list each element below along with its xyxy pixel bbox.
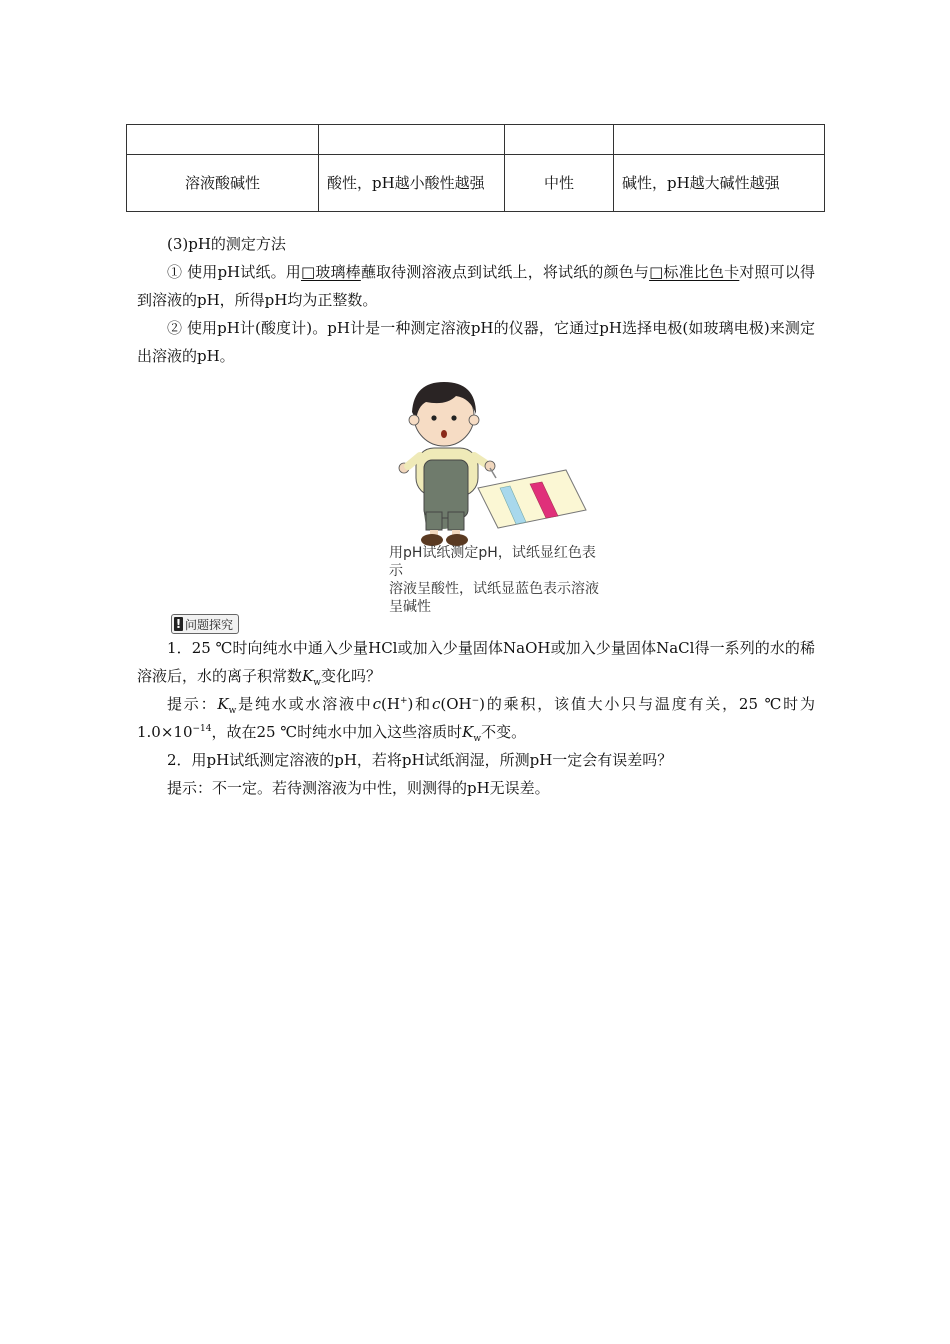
- answer-1-text: ，故在25 ℃时纯水中加入这些溶质时: [211, 723, 463, 741]
- charge-superscript: −: [471, 696, 480, 706]
- exclamation-icon: !: [175, 617, 182, 631]
- concentration-symbol: c: [431, 695, 441, 713]
- question-1-text: 1．25 ℃时向纯水中通入少量HCl或加入少量固体NaOH或加入少量固体NaCl得一系列的水的稀溶液后，水的离子积常数: [137, 639, 815, 685]
- table-cell-acidic: 酸性，pH越小酸性越强: [319, 155, 505, 212]
- table-row: [127, 155, 825, 212]
- table-cell-neutral: 中性: [505, 155, 614, 212]
- exponent-superscript: −14: [192, 724, 212, 734]
- answer-1: [137, 690, 815, 746]
- question-1: [137, 634, 815, 690]
- answer-1-text: )和: [407, 695, 432, 713]
- answer-1-text: 是纯水或水溶液中: [236, 695, 373, 713]
- test-paper-sheet: [478, 470, 586, 528]
- table-cell: [319, 125, 505, 155]
- table-cell-acidity-label: 溶液酸碱性: [127, 155, 319, 212]
- method-1-paragraph: [137, 258, 815, 314]
- method-1-text: 蘸取待测溶液点到试纸上，将试纸的颜色与: [360, 263, 650, 281]
- kw-subscript: w: [228, 706, 237, 716]
- method-1-text: 对照可以得到溶液的pH，所得pH均为正整数。: [137, 263, 815, 309]
- kw-subscript: w: [473, 734, 482, 744]
- ph-table: [126, 124, 825, 212]
- blank-glass-rod: □玻璃棒: [300, 263, 361, 281]
- inquiry-tag: [171, 614, 239, 634]
- figure-caption: [389, 544, 609, 616]
- answer-1-text: )的乘积，该值大小只与温度有关，25 ℃时为1.0×10: [137, 695, 815, 741]
- answer-1-text: (OH: [440, 695, 472, 713]
- answer-1-text: 不变。: [481, 723, 527, 741]
- answer-1-text: 提示：: [167, 695, 218, 713]
- method-2-paragraph: ② 使用pH计(酸度计)。pH计是一种测定溶液pH的仪器，它通过pH选择电极(如玻璃电极)来测定出溶液的pH。: [137, 319, 815, 365]
- answer-1-text: (H: [381, 695, 400, 713]
- boy: [399, 382, 496, 546]
- table-cell: [614, 125, 825, 155]
- kw-symbol: K: [302, 667, 314, 685]
- concentration-symbol: c: [372, 695, 382, 713]
- caption-line: 呈碱性: [389, 599, 431, 615]
- charge-superscript: +: [399, 696, 408, 706]
- kw-symbol: K: [217, 695, 229, 713]
- answer-2: 提示：不一定。若待测溶液为中性，则测得的pH无误差。: [167, 779, 550, 797]
- kw-symbol: K: [462, 723, 474, 741]
- table-row: [127, 125, 825, 155]
- caption-line: 用pH试纸测定pH，试纸显红色表示: [389, 545, 596, 579]
- table-cell: [505, 125, 614, 155]
- question-1-text: 变化吗？: [320, 667, 381, 685]
- method-1-text: ① 使用pH试纸。用: [167, 263, 301, 281]
- table-cell: [127, 125, 319, 155]
- kw-subscript: w: [313, 678, 321, 688]
- inquiry-tag-label: 问题探究: [185, 617, 234, 632]
- caption-line: 溶液呈酸性，试纸显蓝色表示溶液: [389, 581, 599, 597]
- question-2: 2．用pH试纸测定溶液的pH，若将pH试纸润湿，所测pH一定会有误差吗？: [167, 751, 673, 769]
- blank-color-chart: □标准比色卡: [649, 263, 740, 281]
- table-cell-basic: 碱性，pH越大碱性越强: [614, 155, 825, 212]
- section-title: (3)pH的测定方法: [167, 235, 286, 253]
